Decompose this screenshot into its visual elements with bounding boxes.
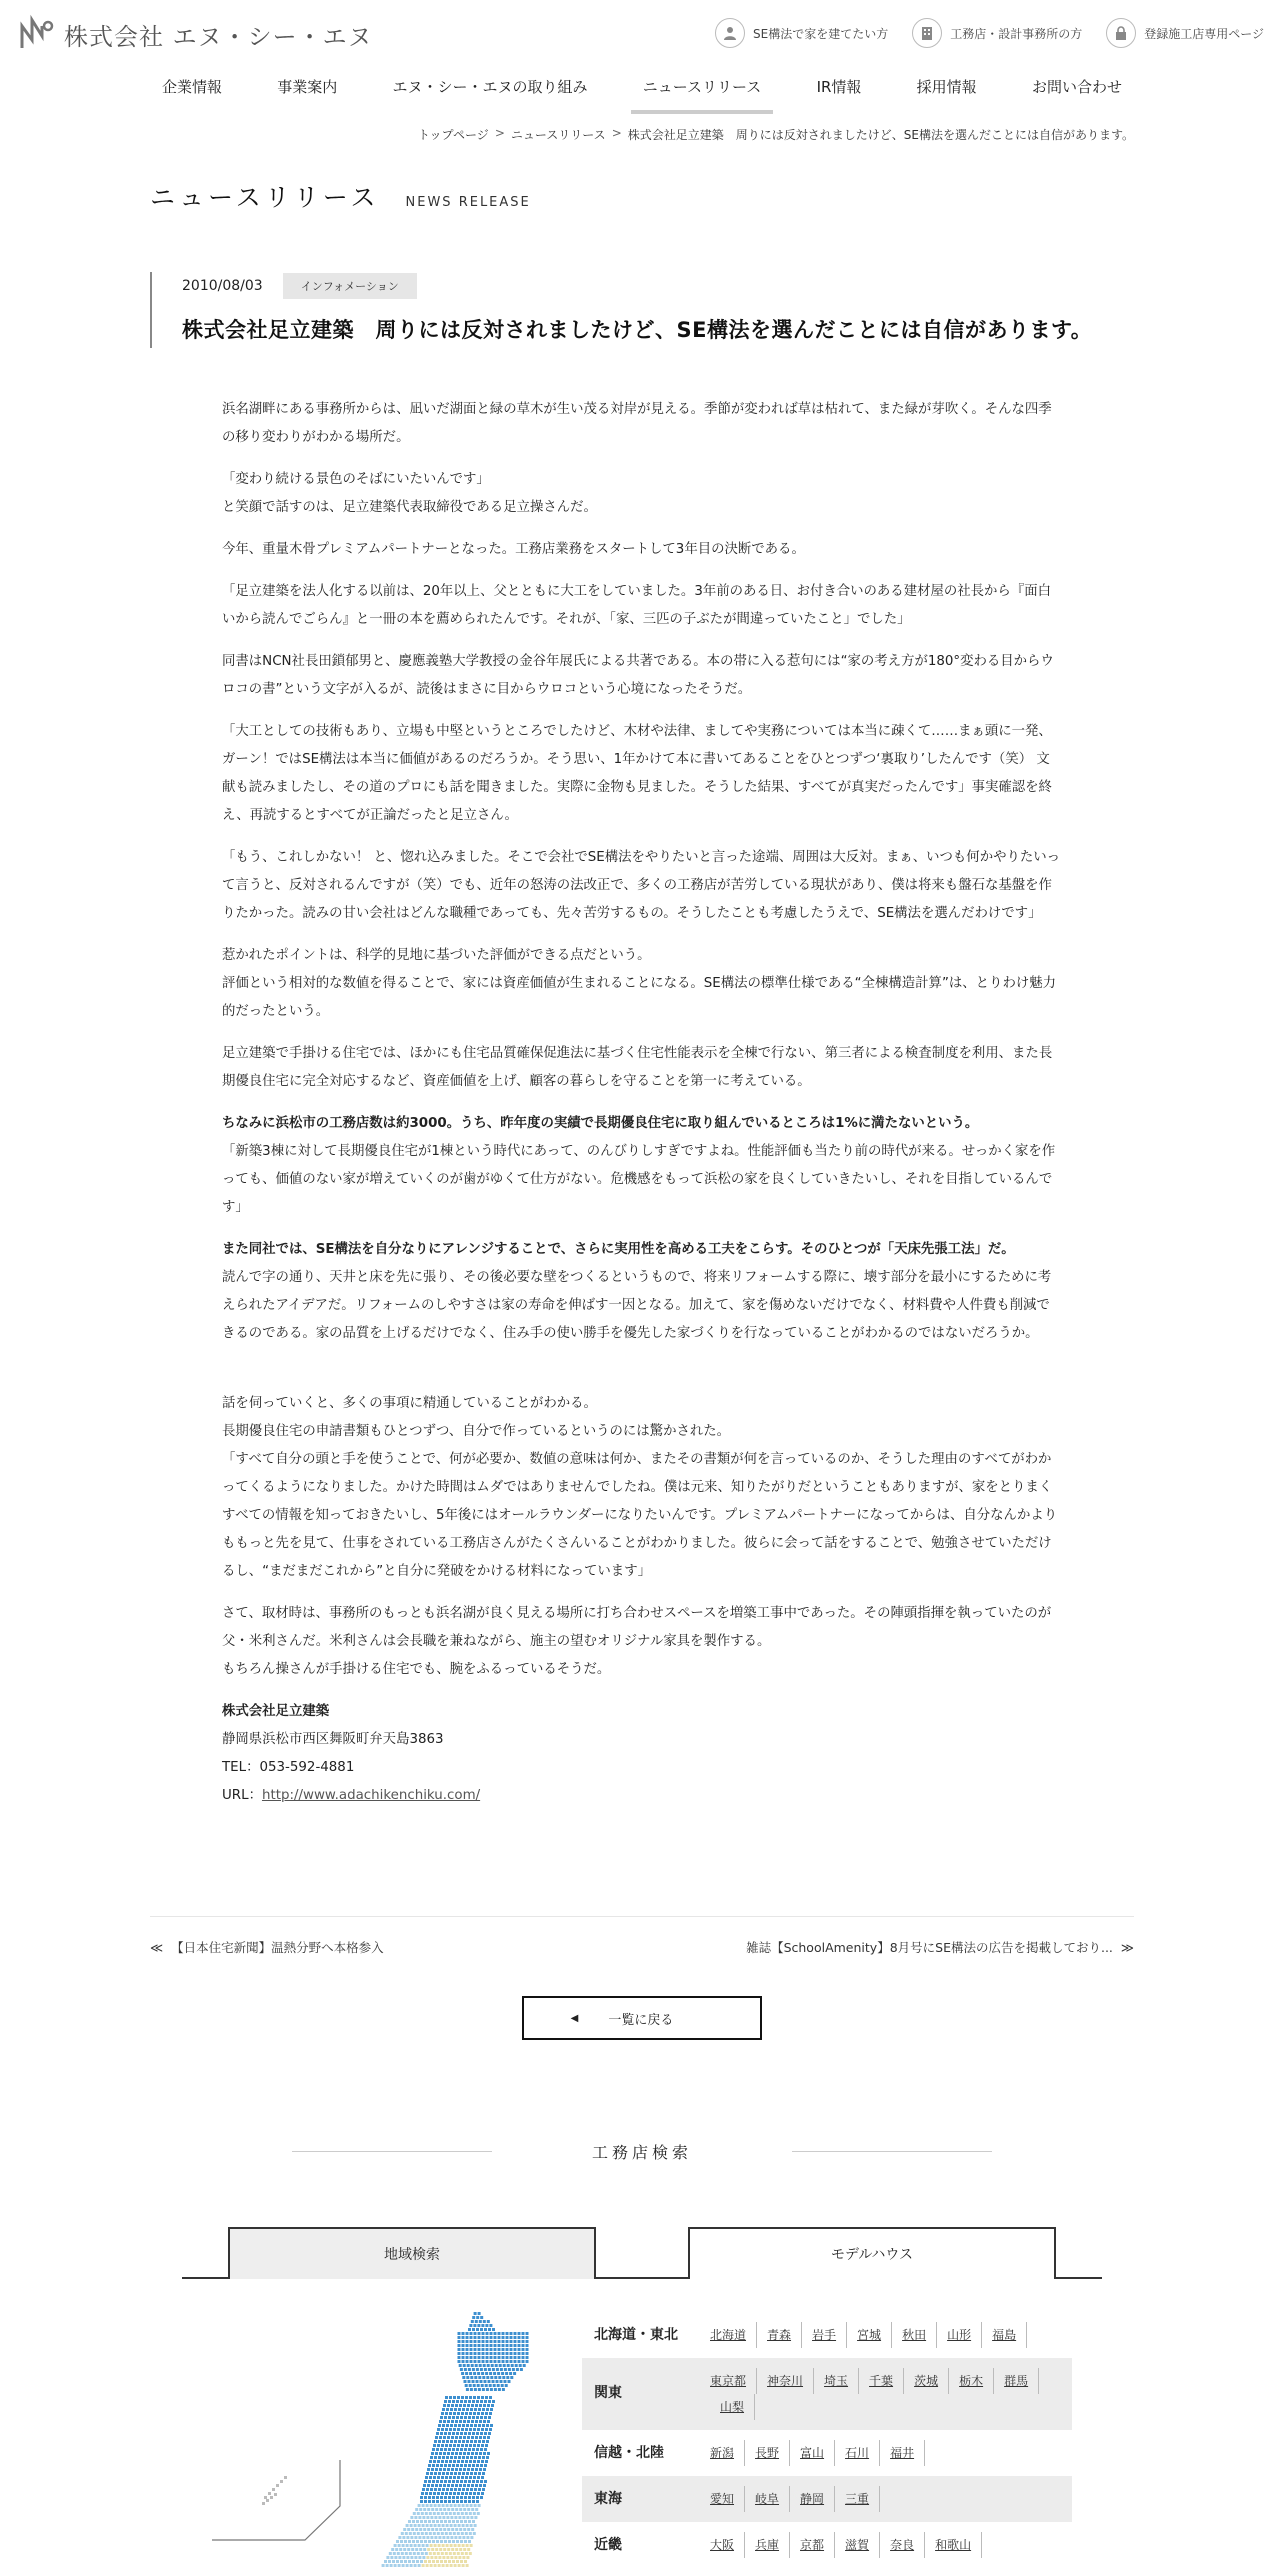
paragraph-text: 浜名湖畔にある事務所からは、凪いだ湖面と緑の草木が生い茂る対岸が見える。季節が変われば草は枯れて、また緑が芽吹く。そんな四季の移り変わりがわかる場所だ。 <box>222 402 1052 445</box>
prev-article-title: 【日本住宅新聞】温熱分野へ本格参入 <box>171 1940 384 1955</box>
region-name: 関東 <box>594 2385 622 2401</box>
pref-link[interactable]: 岐阜 <box>745 2486 790 2512</box>
article-paragraph <box>222 536 1062 564</box>
util-link-business[interactable] <box>912 18 1082 48</box>
store-search-heading <box>290 2140 994 2163</box>
article-paragraph <box>222 1040 1062 1096</box>
prefecture-links <box>710 2368 1060 2420</box>
paragraph-text: 同書はNCN社長田鎖郁男と、慶應義塾大学教授の金谷年展氏による共著である。本の帯に入る惹句には“家の考え方が180°変わる目からウロコの書”という文字が入るが、読後はまさに目からウロコという心境になったそうだ。 <box>222 654 1054 697</box>
article-paragraph: 「新築3棟に対して長期優良住宅が1棟という時代にあって、のんびりしすぎですよね。性能評価も当たり前の時代が来る。せっかく家を作っても、価値のない家が増えていくのが歯がゆくて仕方がない。危機感をもって浜松の家を良くしていきたいし、それを目指しているんです」 <box>222 1144 1056 1215</box>
pref-link[interactable]: 静岡 <box>790 2486 835 2512</box>
pref-link[interactable]: 宮城 <box>847 2322 892 2348</box>
breadcrumb-current: 株式会社足立建築 周りには反対されましたけど、SE構法を選んだことには自信があります。 <box>627 128 1134 142</box>
pref-link[interactable]: 栃木 <box>949 2368 994 2394</box>
pref-link[interactable]: 山形 <box>937 2322 982 2348</box>
logo-text: 株式会社 エヌ・シー・エヌ <box>64 22 373 51</box>
ncn-logo-icon <box>18 14 58 54</box>
spacer <box>222 1362 1062 1390</box>
breadcrumb-news[interactable]: ニュースリリース <box>510 128 606 142</box>
heading-rule <box>292 2151 492 2152</box>
prefecture-links <box>710 2440 1060 2466</box>
company-name: 株式会社足立建築 <box>222 1704 330 1719</box>
pref-link[interactable]: 愛知 <box>710 2486 745 2512</box>
pref-link[interactable]: 富山 <box>790 2440 835 2466</box>
article-body <box>222 396 1062 1810</box>
breadcrumb <box>418 126 1134 143</box>
heading-rule <box>792 2151 992 2152</box>
divider <box>150 1916 1134 1917</box>
site-header <box>0 0 1284 70</box>
next-article-title: 雑誌【SchoolAmenity】8月号にSE構法の広告を掲載しており... <box>746 1940 1113 1955</box>
page-title <box>150 178 531 214</box>
paragraph-text: 惹かれたポイントは、科学的見地に基づいた評価ができる点だという。 <box>222 948 651 963</box>
pref-link[interactable]: 福島 <box>982 2322 1027 2348</box>
pref-link[interactable]: 兵庫 <box>745 2532 790 2558</box>
paragraph-text: 「すべて自分の頭と手を使うことで、何が必要か、数値の意味は何か、またその書類が何を言っているのか、そうした理由のすべてがわかってくるようになりました。かけた時間はムダではありませんでしたね。僕は元来、知りたがりだということもありますが、家をとりまくすべての情報を知っておきたいし、5年後にはオールラウンダーになりたいんです。プレミアムパートナーになってからは、自分なんかよりももっと先を見て、仕事をされている工務店さんがたくさんいることがわかりました。彼らに会って話をすることで、勉強させていただけるし、“まだまだこれから”と自分に発破をかける材料になっています」 <box>222 1452 1058 1579</box>
pref-link[interactable]: 千葉 <box>859 2368 904 2394</box>
nav-item-recruit[interactable]: 採用情報 <box>916 78 977 96</box>
back-to-list-label: 一覧に戻る <box>608 2012 674 2028</box>
logo[interactable] <box>18 14 373 54</box>
category-badge: インフォメーション <box>283 273 417 299</box>
article-paragraph <box>222 718 1062 830</box>
pref-link[interactable]: 群馬 <box>994 2368 1039 2394</box>
japan-map[interactable] <box>200 2300 580 2568</box>
utility-links <box>715 18 1264 48</box>
article-paragraph <box>222 648 1062 704</box>
article-meta <box>182 272 1134 300</box>
pref-link[interactable]: 奈良 <box>880 2532 925 2558</box>
article-lead-bold: また同社では、SE構法を自分なりにアレンジすることで、さらに実用性を高める工夫をこらす。そのひとつが「天床先張工法」だ。 <box>222 1242 1015 1257</box>
util-link-build[interactable] <box>715 18 888 48</box>
pref-link[interactable]: 秋田 <box>892 2322 937 2348</box>
article-paragraph <box>222 942 1062 1026</box>
paragraph-text: 「もう、これしかない！ と、惚れ込みました。そこで会社でSE構法をやりたいと言った途端、周囲は大反対。まぁ、いつも何かやりたいって言うと、反対されるんですが（笑）でも、近年の怒涛の法改正で、多くの工務店が苦労している現状があり、僕は将来も盤石な基盤を作りたかった。読みの甘い会社はどんな職種であっても、先々苦労するもの。そうしたことも考慮したうえで、SE構法を選んだわけです」 <box>222 850 1061 921</box>
pref-link[interactable]: 岩手 <box>802 2322 847 2348</box>
breadcrumb-separator: > <box>494 126 505 140</box>
paragraph-text: 「変わり続ける景色のそばにいたいんです」 <box>222 472 490 487</box>
util-link-label: 工務店・設計事務所の方 <box>950 26 1083 41</box>
paragraph-text: さて、取材時は、事務所のもっとも浜名湖が良く見える場所に打ち合わせスペースを増築工事中であった。その陣頭指揮を執っていたのが父・米利さんだ。米利さんは会長職を兼ねながら、施主の望むオリジナル家具を製作する。 <box>222 1606 1052 1649</box>
paragraph-text: 今年、重量木骨プレミアムパートナーとなった。工務店業務をスタートして3年目の決断である。 <box>222 542 805 557</box>
article-paragraph <box>222 578 1062 634</box>
prefecture-links <box>710 2486 1060 2512</box>
region-name: 北海道・東北 <box>594 2327 678 2343</box>
pref-link[interactable]: 埼玉 <box>814 2368 859 2394</box>
nav-item-contact[interactable]: お問い合わせ <box>1031 78 1122 96</box>
article-pager <box>150 1938 1134 1956</box>
paragraph-text: 「大工としての技術もあり、立場も中堅というところでしたけど、木材や法律、ましてや実務については本当に疎くて……まぁ頭に一発、ガーン！ではSE構法は本当に価値があるのだろうか。そう思い、1年かけて本に書いてあることをひとつずつ‘裏取り’したんです（笑） 文献も読みましたし、その道のプロにも話を聞きました。実際に金物も見ました。そうした結果、すべてが真実だったんです」事実確認を終え、再読するとすべてが正論だったと足立さん。 <box>222 724 1052 823</box>
region-row-kinki <box>582 2522 1072 2568</box>
article-paragraph: 読んで字の通り、天井と床を先に張り、その後必要な壁をつくるというもので、将来リフォームする際に、壊す部分を最小にするために考えられたアイデアだ。リフォームのしやすさは家の寿命を伸ばす一因となる。加えて、家を傷めないだけでなく、材料費や人件費も削減できるのである。家の品質を上げるだけでなく、住み手の使い勝手を優先した家づくりを行なっていることがわかるのではないだろうか。 <box>222 1270 1052 1341</box>
page-title-en: NEWS RELEASE <box>405 195 531 210</box>
article-paragraph <box>222 466 1062 522</box>
pref-link[interactable]: 茨城 <box>904 2368 949 2394</box>
building-icon <box>912 18 942 48</box>
pref-link[interactable]: 京都 <box>790 2532 835 2558</box>
company-url <box>222 1782 1062 1810</box>
pref-link[interactable]: 和歌山 <box>925 2532 982 2558</box>
article-lead-bold: ちなみに浜松市の工務店数は約3000。うち、昨年度の実績で長期優良住宅に取り組んでいるところは1%に満たないという。 <box>222 1116 979 1131</box>
company-info <box>222 1698 1062 1810</box>
pref-link[interactable]: 大阪 <box>710 2532 745 2558</box>
pref-link[interactable]: 福井 <box>880 2440 925 2466</box>
prefecture-links <box>710 2532 1060 2558</box>
store-search-title: 工務店検索 <box>591 2143 692 2162</box>
company-url-link[interactable]: http://www.adachikenchiku.com/ <box>261 1788 481 1803</box>
paragraph-text: もちろん操さんが手掛ける住宅でも、腕をふるっているそうだ。 <box>222 1662 611 1677</box>
paragraph-text: 「足立建築を法人化する以前は、20年以上、父とともに大工をしていました。3年前のある日、お付き合いのある建材屋の社長から『面白いから読んでごらん』と一冊の本を薦められたんです。それが、「家、三匹の子ぶたが間違っていたこと」でした」 <box>222 584 1051 627</box>
pref-link[interactable]: 三重 <box>835 2486 880 2512</box>
article-paragraph <box>222 1390 1062 1586</box>
search-tabs <box>182 2227 1102 2279</box>
nav-item-initiatives[interactable]: エヌ・シー・エヌの取り組み <box>392 78 588 96</box>
pref-link[interactable]: 滋賀 <box>835 2532 880 2558</box>
region-name: 近畿 <box>594 2537 622 2553</box>
article-header <box>150 272 1134 348</box>
pref-link[interactable]: 北海道 <box>710 2322 757 2348</box>
pref-link[interactable]: 山梨 <box>710 2394 755 2420</box>
util-link-label: SE構法で家を建てたい方 <box>753 26 889 41</box>
paragraph-text: と笑顔で話すのは、足立建築代表取締役である足立操さんだ。 <box>222 500 597 515</box>
article-paragraph <box>222 396 1062 452</box>
pref-link[interactable]: 長野 <box>745 2440 790 2466</box>
triangle-left-icon: ◀ <box>570 2012 579 2024</box>
nav-item-ir[interactable]: IR情報 <box>816 78 862 96</box>
pref-link[interactable]: 新潟 <box>710 2440 745 2466</box>
tab-model-house[interactable]: モデルハウス <box>688 2227 1056 2279</box>
util-link-member[interactable] <box>1106 18 1264 48</box>
region-row-hokkaido-tohoku <box>582 2312 1072 2358</box>
company-address: 静岡県浜松市西区舞阪町弁天島3863 <box>222 1732 444 1747</box>
paragraph-text: 評価という相対的な数値を得ることで、家には資産価値が生まれることになる。SE構法の標準仕様である“全棟構造計算”は、とりわけ魅力的だったという。 <box>222 976 1056 1019</box>
tab-region-search[interactable]: 地域検索 <box>228 2227 596 2279</box>
util-link-label: 登録施工店専用ページ <box>1144 26 1264 41</box>
prev-article-link[interactable] <box>150 1938 384 1956</box>
breadcrumb-home[interactable]: トップページ <box>417 128 489 142</box>
article-title: 株式会社足立建築 周りには反対されましたけど、SE構法を選んだことには自信があります。 <box>182 318 1093 342</box>
lock-icon <box>1106 18 1136 48</box>
region-list <box>582 2312 1072 2568</box>
global-nav <box>150 72 1134 112</box>
region-row-shinetsu-hokuriku <box>582 2430 1072 2476</box>
nav-item-business[interactable]: 事業案内 <box>277 78 338 96</box>
paragraph-text: 話を伺っていくと、多くの事項に精通していることがわかる。 <box>222 1396 597 1411</box>
pref-link[interactable]: 石川 <box>835 2440 880 2466</box>
next-article-link[interactable] <box>746 1938 1134 1956</box>
region-row-kanto <box>582 2358 1072 2430</box>
pref-link[interactable]: 青森 <box>757 2322 802 2348</box>
okinawa-inset-frame <box>212 2460 340 2540</box>
pref-link[interactable]: 神奈川 <box>757 2368 814 2394</box>
nav-item-company[interactable]: 企業情報 <box>162 78 223 96</box>
breadcrumb-separator: > <box>611 126 622 140</box>
prefecture-links <box>710 2322 1060 2348</box>
article-paragraph <box>222 844 1062 928</box>
double-chevron-right-icon: ≫ <box>1120 1939 1134 1955</box>
nav-item-news[interactable]: ニュースリリース <box>631 72 774 108</box>
page-title-ja: ニュースリリース <box>150 183 380 212</box>
double-chevron-left-icon: ≪ <box>150 1939 164 1955</box>
pref-link[interactable]: 東京都 <box>710 2368 757 2394</box>
company-tel: TEL：053-592-4881 <box>222 1760 355 1775</box>
region-name: 東海 <box>594 2491 622 2507</box>
article-paragraph <box>222 1600 1062 1684</box>
back-to-list-button[interactable] <box>522 1996 762 2040</box>
paragraph-text: 足立建築で手掛ける住宅では、ほかにも住宅品質確保促進法に基づく住宅性能表示を全棟で行ない、第三者による検査制度を利用、また長期優良住宅に完全対応するなど、資産価値を上げ、顧客の暮らしを守ることを第一に考えている。 <box>222 1046 1053 1089</box>
region-row-tokai <box>582 2476 1072 2522</box>
url-label: URL： <box>222 1788 262 1803</box>
region-name: 信越・北陸 <box>594 2445 664 2461</box>
article-date: 2010/08/03 <box>182 278 263 294</box>
house-person-icon <box>715 18 745 48</box>
paragraph-text: 長期優良住宅の申請書類もひとつずつ、自分で作っているというのには驚かされた。 <box>222 1424 731 1439</box>
